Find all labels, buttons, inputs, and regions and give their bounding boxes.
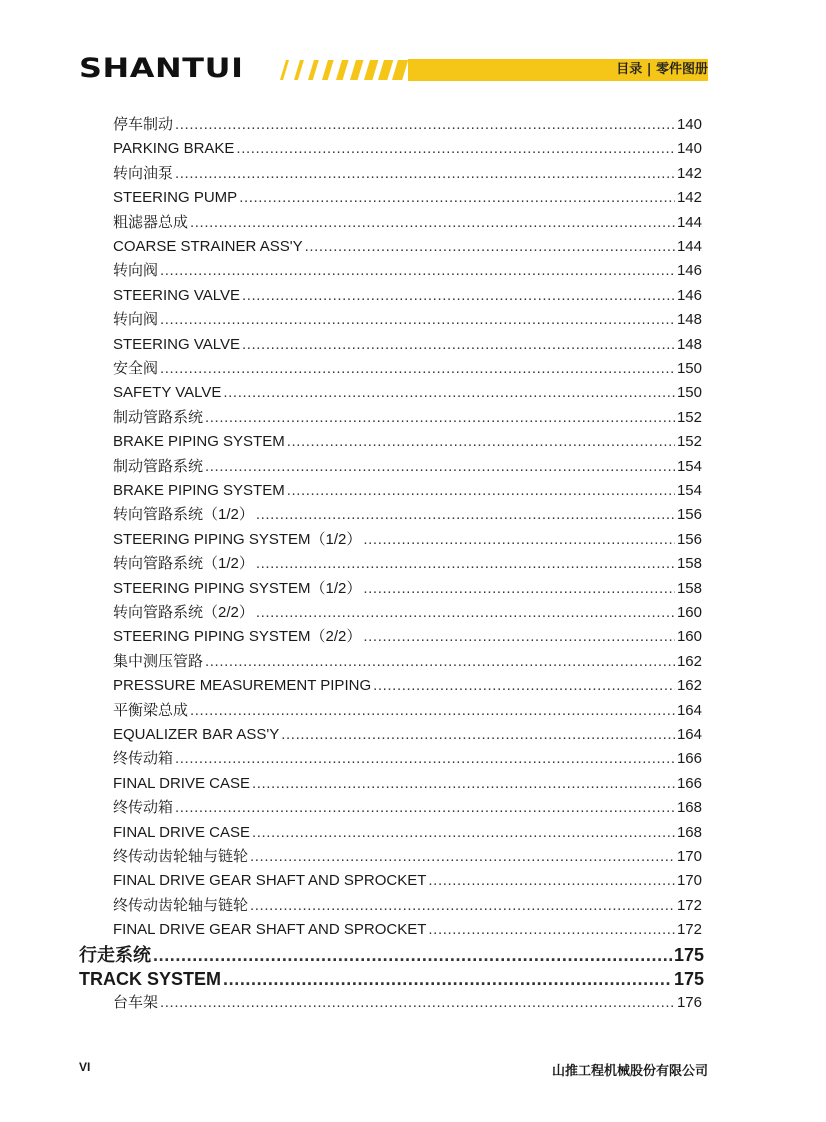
toc-entry-page: 170 [676,872,702,890]
toc-entry-title: 安全阀 [113,360,159,377]
dot-leader [250,895,675,917]
dot-leader [305,236,675,258]
toc-entry-title: COARSE STRAINER ASS'Y [113,238,303,255]
toc-entry[interactable] [113,919,702,941]
toc-entry-page: 162 [676,677,702,695]
toc-entry-title: 制动管路系统 [113,457,204,475]
header-stripe [294,60,304,80]
dot-leader [160,260,675,282]
dot-leader [252,822,675,844]
toc-entry-title: 行走系统 [79,944,151,965]
dot-leader [250,846,675,868]
toc-entry-page: 168 [676,799,702,817]
toc-entry-page: 146 [676,262,702,280]
toc-entry-title: 终传动箱 [113,750,174,768]
toc-entry-title: FINAL DRIVE GEAR SHAFT AND SPROCKET [113,872,427,890]
toc-entry-page: 144 [676,238,702,255]
header-stripe [364,60,378,80]
toc-entry-page: 158 [676,579,702,597]
toc-entry[interactable] [113,553,702,575]
toc-entry[interactable] [113,626,702,648]
header-stripe [322,60,334,80]
dot-leader [242,285,675,307]
dot-leader [242,334,675,356]
toc-entry[interactable] [113,163,702,185]
header-title: 目录 | 零件图册 [616,62,708,77]
toc-entry[interactable] [113,187,702,209]
toc-entry[interactable] [113,529,702,551]
toc-entry[interactable] [113,724,702,746]
toc-entry-page: 164 [676,701,702,719]
dot-leader [363,626,675,648]
toc-entry-title: EQUALIZER BAR ASS'Y [113,726,280,743]
dot-leader [223,382,675,404]
toc-entry-title: 停车制动 [113,116,174,133]
toc-entry-page: 152 [676,408,702,426]
toc-entry[interactable] [113,212,702,234]
toc-entry[interactable] [113,114,702,136]
dot-leader [428,919,675,941]
toc-entry[interactable] [113,602,702,624]
toc-entry-title: STEERING VALVE [113,286,240,304]
dot-leader [428,870,675,892]
dot-leader [363,529,675,551]
dot-leader [363,578,675,600]
shantui-logo: SHANTUI [79,53,244,84]
toc-entry-page: 142 [676,189,702,207]
dot-leader [287,431,675,453]
toc-entry[interactable] [113,382,702,404]
toc-entry-page: 156 [676,506,702,524]
toc-entry-title: STEERING PIPING SYSTEM（1/2） [113,579,362,597]
toc-entry-title: TRACK SYSTEM [79,969,222,989]
toc-entry[interactable] [79,944,704,966]
toc-entry[interactable] [113,504,702,526]
toc-entry-page: 160 [676,604,702,621]
toc-entry[interactable] [113,407,702,429]
toc-entry-page: 154 [676,457,702,475]
dot-leader [281,724,675,746]
toc-entry[interactable] [113,456,702,478]
toc-entry-title: 转向阀 [113,262,159,280]
toc-entry-title: 转向管路系统（1/2） [113,506,254,524]
toc-entry-title: SAFETY VALVE [113,384,222,402]
header-stripe [350,60,364,80]
toc-entry-title: FINAL DRIVE GEAR SHAFT AND SPROCKET [113,921,427,939]
toc-entry-page: 164 [676,726,702,743]
toc-entry-page: 175 [673,944,704,965]
toc-entry-title: FINAL DRIVE CASE [113,823,250,841]
toc-entry-page: 140 [676,116,702,133]
dot-leader [256,504,675,526]
toc-entry-title: 终传动齿轮轴与链轮 [113,848,249,865]
dot-leader [160,992,675,1014]
toc-entry-page: 146 [676,286,702,304]
dot-leader [175,797,675,819]
toc-entry-page: 156 [676,530,702,548]
toc-entry-page: 166 [676,750,702,768]
header-stripe [336,60,349,80]
page-number: VI [79,1060,91,1074]
toc-entry-title: 集中测压管路 [113,652,204,670]
toc-entry-page: 150 [676,360,702,377]
toc-entry-page: 142 [676,164,702,182]
dot-leader [160,358,675,380]
toc-entry[interactable] [113,675,702,697]
toc-entry-title: 转向管路系统（1/2） [113,555,254,573]
dot-leader [190,700,675,722]
dot-leader [223,968,672,990]
toc-entry[interactable] [113,285,702,307]
dot-leader [252,773,675,795]
toc-entry[interactable] [113,773,702,795]
dot-leader [256,602,675,624]
toc-entry-page: 148 [676,335,702,353]
dot-leader [175,163,675,185]
toc-entry-title: PRESSURE MEASUREMENT PIPING [113,677,372,695]
toc-entry-title: STEERING PUMP [113,189,238,207]
toc-entry-title: BRAKE PIPING SYSTEM [113,433,285,451]
toc-entry[interactable] [113,578,702,600]
header-stripe [308,60,319,80]
toc-entry[interactable] [113,138,702,160]
toc-entry-page: 140 [676,140,702,158]
toc-entry-page: 150 [676,384,702,402]
toc-entry[interactable] [113,822,702,844]
toc-entry-title: 转向阀 [113,311,159,329]
toc-entry-title: 转向油泵 [113,164,174,182]
dot-leader [153,944,672,966]
toc-entry-page: 175 [673,969,704,989]
toc-entry-page: 172 [676,896,702,914]
toc-entry[interactable] [113,870,702,892]
toc-entry[interactable] [113,358,702,380]
dot-leader [175,748,675,770]
toc-entry-page: 166 [676,774,702,792]
toc-entry-page: 148 [676,311,702,329]
toc-entry-page: 144 [676,213,702,231]
toc-entry-title: 终传动齿轮轴与链轮 [113,896,249,914]
toc-entry-page: 152 [676,433,702,451]
toc-entry[interactable] [113,797,702,819]
toc-entry-title: 粗滤器总成 [113,213,189,231]
toc-entry-title: 终传动箱 [113,799,174,817]
page-header [0,0,826,100]
toc-entry-title: 台车架 [113,994,159,1012]
toc-entry-title: STEERING VALVE [113,335,240,353]
toc-entry-title: 平衡梁总成 [113,701,189,719]
toc-entry[interactable] [113,700,702,722]
toc-entry[interactable] [113,431,702,453]
toc-entry-page: 176 [676,994,702,1012]
toc-entry[interactable] [113,309,702,331]
dot-leader [205,651,675,673]
toc-entry-page: 172 [676,921,702,939]
toc-entry[interactable] [113,480,702,502]
toc-entry-page: 154 [676,482,702,499]
toc-entry[interactable] [113,846,702,868]
toc-entry-title: STEERING PIPING SYSTEM（1/2） [113,530,362,548]
dot-leader [190,212,675,234]
toc-entry-title: BRAKE PIPING SYSTEM [113,482,285,499]
dot-leader [256,553,675,575]
toc-entry-page: 168 [676,823,702,841]
toc-entry-page: 170 [676,848,702,865]
toc-entry[interactable] [113,895,702,917]
dot-leader [175,114,675,136]
toc-entry-page: 158 [676,555,702,573]
dot-leader [287,480,675,502]
header-stripe [392,60,408,80]
header-stripe [378,60,393,80]
toc-entry[interactable] [113,651,702,673]
dot-leader [205,407,675,429]
toc-entry[interactable] [113,992,702,1014]
toc-entry[interactable] [113,748,702,770]
toc-entry[interactable] [113,334,702,356]
toc-entry-page: 162 [676,652,702,670]
toc-entry-title: FINAL DRIVE CASE [113,774,250,792]
dot-leader [205,456,675,478]
toc-entry-title: 制动管路系统 [113,408,204,426]
dot-leader [373,675,675,697]
toc-entry-title: 转向管路系统（2/2） [113,604,254,621]
dot-leader [236,138,675,160]
company-name: 山推工程机械股份有限公司 [551,1064,708,1079]
toc-entry-page: 160 [676,628,702,646]
toc-entry[interactable] [79,968,704,990]
toc-entry-title: STEERING PIPING SYSTEM（2/2） [113,628,362,646]
dot-leader [160,309,675,331]
toc-entry-title: PARKING BRAKE [113,140,235,158]
toc-entry[interactable] [113,236,702,258]
header-stripe [280,60,289,80]
dot-leader [239,187,675,209]
toc-entry[interactable] [113,260,702,282]
